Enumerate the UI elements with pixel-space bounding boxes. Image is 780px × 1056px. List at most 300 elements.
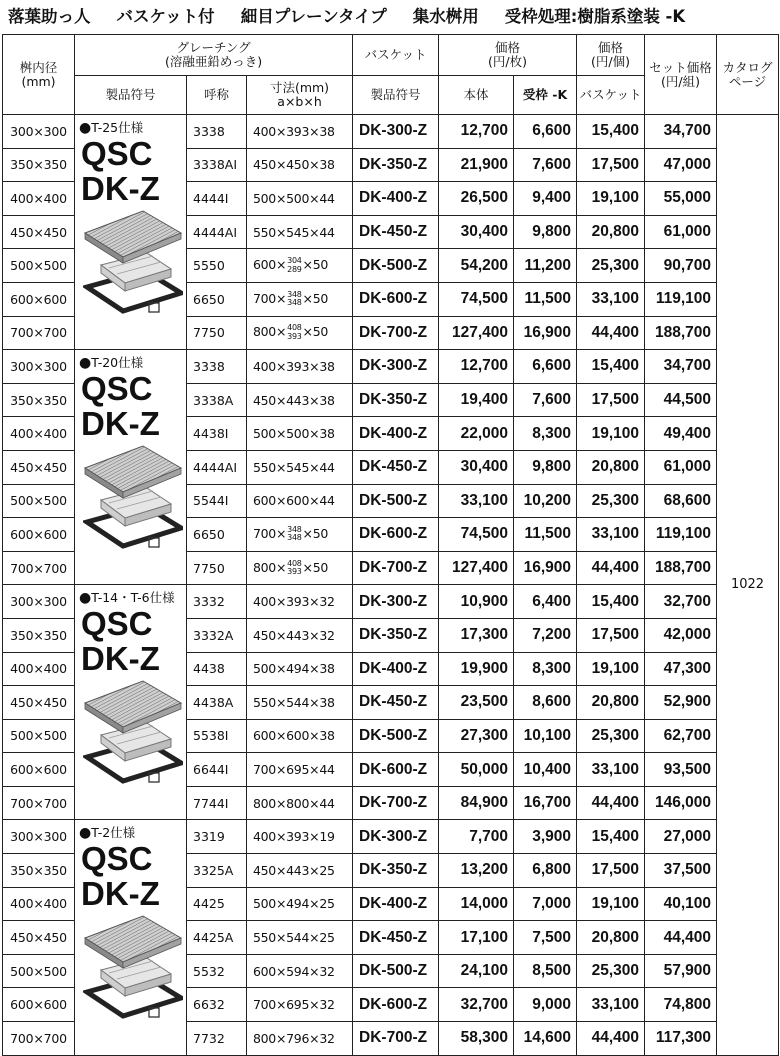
- frame-price-cell: 16,900: [514, 551, 577, 585]
- basket-price-cell: 44,400: [577, 786, 645, 820]
- dim-h: 50: [312, 525, 329, 541]
- dimension-cell: 450×450×38: [247, 148, 353, 182]
- set-price-cell: 42,000: [645, 618, 717, 652]
- basket-code-cell: DK-700-Z: [353, 316, 439, 350]
- dim-b-stacked: [287, 324, 301, 341]
- dimension-cell: 450×443×38: [247, 383, 353, 417]
- dim-a: 550: [253, 694, 276, 710]
- grating-basket-illustration: [83, 207, 183, 329]
- dimension-cell: 550×544×38: [247, 686, 353, 720]
- basket-price-cell: 15,400: [577, 115, 645, 149]
- dim-h: 38: [319, 123, 335, 139]
- basket-price-cell: 25,300: [577, 249, 645, 283]
- set-price-cell: 62,700: [645, 719, 717, 753]
- body-price-cell: 30,400: [439, 450, 514, 484]
- dim-a: 700: [253, 290, 276, 306]
- basket-price-cell: 15,400: [577, 820, 645, 854]
- dimension-cell: 600×594×32: [247, 954, 353, 988]
- basket-code-cell: DK-400-Z: [353, 417, 439, 451]
- call-name-cell: 6632: [187, 988, 247, 1022]
- inner-size-cell: 500×500: [3, 719, 75, 753]
- dim-b: 393: [286, 829, 310, 845]
- dim-a: 500: [253, 190, 276, 206]
- dim-a: 550: [253, 930, 276, 946]
- set-price-cell: 44,500: [645, 383, 717, 417]
- dim-b: 544: [286, 930, 310, 946]
- basket-code-cell: DK-400-Z: [353, 887, 439, 921]
- dim-a: 400: [253, 358, 276, 374]
- inner-size-cell: 350×350: [3, 618, 75, 652]
- call-name-cell: 6650: [187, 282, 247, 316]
- inner-size-cell: 400×400: [3, 887, 75, 921]
- dim-a: 800: [253, 324, 276, 340]
- call-name-cell: 3325A: [187, 854, 247, 888]
- basket-price-cell: 17,500: [577, 148, 645, 182]
- frame-price-cell: 16,900: [514, 316, 577, 350]
- body-price-cell: 22,000: [439, 417, 514, 451]
- inner-size-cell: 600×600: [3, 988, 75, 1022]
- call-name-cell: 3319: [187, 820, 247, 854]
- dim-b: 545: [286, 459, 310, 475]
- dim-a: 550: [253, 459, 276, 475]
- body-price-cell: 13,200: [439, 854, 514, 888]
- dim-a: 700: [253, 525, 276, 541]
- dim-b: 544: [286, 694, 310, 710]
- dim-h: 38: [319, 728, 335, 744]
- frame-price-cell: 10,100: [514, 719, 577, 753]
- dimension-cell: 450×443×25: [247, 854, 353, 888]
- set-price-cell: 117,300: [645, 1022, 717, 1056]
- dim-h: 38: [319, 694, 335, 710]
- basket-code-cell: DK-300-Z: [353, 350, 439, 384]
- dim-h: 44: [319, 459, 335, 475]
- dim-h: 50: [312, 559, 329, 575]
- dim-b: 545: [286, 224, 310, 240]
- dim-b-stacked: [287, 291, 301, 308]
- basket-price-cell: 44,400: [577, 316, 645, 350]
- inner-size-cell: 450×450: [3, 215, 75, 249]
- set-price-cell: 37,500: [645, 854, 717, 888]
- dim-b: 500: [286, 426, 310, 442]
- set-price-cell: 52,900: [645, 686, 717, 720]
- frame-price-cell: 6,600: [514, 115, 577, 149]
- basket-code-cell: DK-700-Z: [353, 786, 439, 820]
- set-price-cell: 27,000: [645, 820, 717, 854]
- call-name-cell: 4425A: [187, 921, 247, 955]
- body-price-cell: 58,300: [439, 1022, 514, 1056]
- frame-price-cell: 6,800: [514, 854, 577, 888]
- dim-b: 494: [286, 661, 310, 677]
- bullet-icon: ●: [79, 355, 92, 372]
- set-price-cell: 188,700: [645, 316, 717, 350]
- dim-a: 600: [253, 963, 276, 979]
- dimension-cell: 600× 304 289 ×50: [247, 249, 353, 283]
- basket-price-cell: 20,800: [577, 215, 645, 249]
- set-price-cell: 68,600: [645, 484, 717, 518]
- basket-price-cell: 19,100: [577, 182, 645, 216]
- body-price-cell: 84,900: [439, 786, 514, 820]
- basket-code-cell: DK-300-Z: [353, 585, 439, 619]
- body-price-cell: 19,900: [439, 652, 514, 686]
- basket-code-cell: DK-350-Z: [353, 148, 439, 182]
- inner-size-cell: 600×600: [3, 753, 75, 787]
- dim-h: 32: [319, 997, 335, 1013]
- call-name-cell: 5532: [187, 954, 247, 988]
- product-code-cell: [75, 115, 187, 350]
- table-row: [3, 820, 779, 854]
- set-price-cell: 93,500: [645, 753, 717, 787]
- frame-price-cell: 14,600: [514, 1022, 577, 1056]
- product-code-cell: [75, 585, 187, 820]
- basket-price-cell: 44,400: [577, 551, 645, 585]
- dim-h: 38: [319, 392, 335, 408]
- call-name-cell: 3332: [187, 585, 247, 619]
- product-code-cell: [75, 820, 187, 1055]
- set-price-cell: 47,300: [645, 652, 717, 686]
- call-name-cell: 4444I: [187, 182, 247, 216]
- table-row: [3, 350, 779, 384]
- header-basket-code: 製品符号: [353, 76, 439, 115]
- dim-h: 50: [312, 324, 329, 340]
- dim-a: 800: [253, 559, 276, 575]
- body-price-cell: 10,900: [439, 585, 514, 619]
- dimension-cell: 700× 348 348 ×50: [247, 518, 353, 552]
- dim-b: 600: [286, 728, 310, 744]
- call-name-cell: 3338A: [187, 383, 247, 417]
- basket-code-cell: DK-450-Z: [353, 686, 439, 720]
- inner-size-cell: 400×400: [3, 417, 75, 451]
- dim-b: 800: [286, 795, 310, 811]
- call-name-cell: 5538I: [187, 719, 247, 753]
- dim-a: 600: [253, 493, 276, 509]
- frame-price-cell: 9,400: [514, 182, 577, 216]
- set-price-cell: 90,700: [645, 249, 717, 283]
- call-name-cell: 3332A: [187, 618, 247, 652]
- frame-price-cell: 9,000: [514, 988, 577, 1022]
- call-name-cell: 5550: [187, 249, 247, 283]
- catalog-page-cell: 1022: [717, 115, 779, 1056]
- body-price-cell: 32,700: [439, 988, 514, 1022]
- dimension-cell: 550×545×44: [247, 450, 353, 484]
- dim-b: 393: [286, 123, 310, 139]
- basket-price-cell: 33,100: [577, 518, 645, 552]
- header-size: 桝内径 (mm): [3, 35, 75, 115]
- body-price-cell: 17,100: [439, 921, 514, 955]
- dimension-cell: 700×695×32: [247, 988, 353, 1022]
- brand-name: QSC: [81, 605, 153, 643]
- call-name-cell: 7744I: [187, 786, 247, 820]
- dim-b-stacked: [287, 526, 301, 543]
- call-name-cell: 4444AI: [187, 215, 247, 249]
- dim-h: 38: [319, 358, 335, 374]
- inner-size-cell: 600×600: [3, 518, 75, 552]
- basket-price-cell: 19,100: [577, 887, 645, 921]
- body-price-cell: 54,200: [439, 249, 514, 283]
- basket-code-cell: DK-450-Z: [353, 215, 439, 249]
- frame-price-cell: 11,500: [514, 518, 577, 552]
- dim-b-top: 304: [287, 256, 302, 266]
- basket-price-cell: 17,500: [577, 854, 645, 888]
- set-price-cell: 34,700: [645, 350, 717, 384]
- dim-b: 443: [286, 627, 310, 643]
- dim-h: 38: [319, 661, 335, 677]
- inner-size-cell: 700×700: [3, 316, 75, 350]
- header-product-code: 製品符号: [75, 76, 187, 115]
- set-price-cell: 146,000: [645, 786, 717, 820]
- dim-a: 600: [253, 728, 276, 744]
- set-price-cell: 44,400: [645, 921, 717, 955]
- dim-b: 443: [286, 862, 310, 878]
- basket-price-cell: 33,100: [577, 753, 645, 787]
- dimension-cell: 400×393×32: [247, 585, 353, 619]
- basket-price-cell: 17,500: [577, 383, 645, 417]
- set-price-cell: 55,000: [645, 182, 717, 216]
- basket-code-cell: DK-600-Z: [353, 518, 439, 552]
- basket-price-cell: 25,300: [577, 484, 645, 518]
- dim-a: 450: [253, 627, 276, 643]
- grating-basket-illustration: [83, 912, 183, 1034]
- call-name-cell: 7732: [187, 1022, 247, 1056]
- inner-size-cell: 450×450: [3, 450, 75, 484]
- dim-b-stacked: [287, 257, 301, 274]
- dim-b: 450: [286, 157, 310, 173]
- frame-price-cell: 8,500: [514, 954, 577, 988]
- inner-size-cell: 400×400: [3, 652, 75, 686]
- body-price-cell: 74,500: [439, 282, 514, 316]
- inner-size-cell: 500×500: [3, 954, 75, 988]
- body-price-cell: 12,700: [439, 350, 514, 384]
- call-name-cell: 3338: [187, 350, 247, 384]
- inner-size-cell: 450×450: [3, 686, 75, 720]
- title-part: 細目プレーンタイプ: [240, 7, 387, 26]
- dim-h: 25: [319, 930, 335, 946]
- dimension-cell: 700× 348 348 ×50: [247, 282, 353, 316]
- body-price-cell: 12,700: [439, 115, 514, 149]
- inner-size-cell: 350×350: [3, 854, 75, 888]
- spec-text: T-14・T-6仕様: [91, 590, 175, 606]
- header-frame: 受枠 -K: [514, 76, 577, 115]
- basket-price-cell: 15,400: [577, 350, 645, 384]
- basket-code-cell: DK-500-Z: [353, 719, 439, 753]
- frame-price-cell: 8,300: [514, 417, 577, 451]
- brand-model: DK-Z: [81, 640, 160, 678]
- basket-code-cell: DK-600-Z: [353, 282, 439, 316]
- header-catalog: カタログ ページ: [717, 35, 779, 115]
- dim-b-top: 348: [287, 524, 302, 534]
- dim-h: 44: [319, 795, 335, 811]
- basket-price-cell: 44,400: [577, 1022, 645, 1056]
- body-price-cell: 26,500: [439, 182, 514, 216]
- set-price-cell: 32,700: [645, 585, 717, 619]
- dim-h: 38: [319, 426, 335, 442]
- dim-a: 550: [253, 224, 276, 240]
- body-price-cell: 27,300: [439, 719, 514, 753]
- inner-size-cell: 700×700: [3, 551, 75, 585]
- dim-a: 450: [253, 157, 276, 173]
- basket-price-cell: 20,800: [577, 921, 645, 955]
- dim-b: 695: [286, 997, 310, 1013]
- inner-size-cell: 500×500: [3, 484, 75, 518]
- header-body: 本体: [439, 76, 514, 115]
- dim-h: 25: [319, 896, 335, 912]
- body-price-cell: 21,900: [439, 148, 514, 182]
- call-name-cell: 4438A: [187, 686, 247, 720]
- inner-size-cell: 600×600: [3, 282, 75, 316]
- dim-b-stacked: [287, 560, 301, 577]
- header-basket: バスケット: [353, 35, 439, 76]
- dimension-cell: 800× 408 393 ×50: [247, 551, 353, 585]
- set-price-cell: 49,400: [645, 417, 717, 451]
- body-price-cell: 30,400: [439, 215, 514, 249]
- dim-a: 700: [253, 762, 276, 778]
- dim-b-bottom: 289: [287, 264, 302, 274]
- dim-b: 393: [286, 594, 310, 610]
- inner-size-cell: 400×400: [3, 182, 75, 216]
- title-part: 受枠処理:樹脂系塗装 -K: [504, 7, 686, 26]
- body-price-cell: 33,100: [439, 484, 514, 518]
- basket-code-cell: DK-700-Z: [353, 551, 439, 585]
- basket-price-cell: 19,100: [577, 417, 645, 451]
- header-price-each: 価格 (円/個): [577, 35, 645, 76]
- inner-size-cell: 350×350: [3, 383, 75, 417]
- dim-b: 494: [286, 896, 310, 912]
- call-name-cell: 6644I: [187, 753, 247, 787]
- dim-b: 695: [286, 762, 310, 778]
- dim-a: 500: [253, 426, 276, 442]
- dim-b: 796: [286, 1030, 310, 1046]
- dimension-cell: 600×600×38: [247, 719, 353, 753]
- body-price-cell: 7,700: [439, 820, 514, 854]
- dim-a: 800: [253, 795, 276, 811]
- body-price-cell: 23,500: [439, 686, 514, 720]
- header-basket-price: バスケット: [577, 76, 645, 115]
- basket-price-cell: 25,300: [577, 954, 645, 988]
- dim-b: 443: [286, 392, 310, 408]
- basket-code-cell: DK-600-Z: [353, 988, 439, 1022]
- dim-a: 800: [253, 1030, 276, 1046]
- dim-a: 600: [253, 257, 276, 273]
- dim-b: 500: [286, 190, 310, 206]
- basket-code-cell: DK-500-Z: [353, 249, 439, 283]
- dim-h: 32: [319, 627, 335, 643]
- set-price-cell: 57,900: [645, 954, 717, 988]
- body-price-cell: 24,100: [439, 954, 514, 988]
- dim-b-top: 408: [287, 558, 302, 568]
- dim-a: 450: [253, 862, 276, 878]
- dim-a: 450: [253, 392, 276, 408]
- call-name-cell: 4444AI: [187, 450, 247, 484]
- call-name-cell: 7750: [187, 316, 247, 350]
- inner-size-cell: 700×700: [3, 1022, 75, 1056]
- frame-price-cell: 11,500: [514, 282, 577, 316]
- dimension-cell: 800× 408 393 ×50: [247, 316, 353, 350]
- dimension-cell: 700×695×44: [247, 753, 353, 787]
- dim-a: 400: [253, 829, 276, 845]
- brand-model: DK-Z: [81, 875, 160, 913]
- basket-price-cell: 19,100: [577, 652, 645, 686]
- set-price-cell: 40,100: [645, 887, 717, 921]
- set-price-cell: 74,800: [645, 988, 717, 1022]
- call-name-cell: 5544I: [187, 484, 247, 518]
- brand-name: QSC: [81, 135, 153, 172]
- dim-h: 44: [319, 224, 335, 240]
- product-code-cell: [75, 350, 187, 585]
- basket-code-cell: DK-350-Z: [353, 383, 439, 417]
- frame-price-cell: 8,600: [514, 686, 577, 720]
- bullet-icon: ●: [79, 590, 92, 607]
- dimension-cell: 500×494×38: [247, 652, 353, 686]
- inner-size-cell: 450×450: [3, 921, 75, 955]
- body-price-cell: 127,400: [439, 316, 514, 350]
- spec-label: [79, 823, 135, 841]
- basket-code-cell: DK-700-Z: [353, 1022, 439, 1056]
- inner-size-cell: 300×300: [3, 115, 75, 149]
- dimension-cell: 400×393×19: [247, 820, 353, 854]
- spec-text: T-25仕様: [91, 120, 144, 135]
- frame-price-cell: 7,000: [514, 887, 577, 921]
- dim-a: 400: [253, 594, 276, 610]
- inner-size-cell: 300×300: [3, 350, 75, 384]
- frame-price-cell: 3,900: [514, 820, 577, 854]
- dimension-cell: 500×494×25: [247, 887, 353, 921]
- set-price-cell: 188,700: [645, 551, 717, 585]
- body-price-cell: 127,400: [439, 551, 514, 585]
- dimension-cell: 600×600×44: [247, 484, 353, 518]
- dimension-cell: 400×393×38: [247, 115, 353, 149]
- dim-h: 19: [319, 829, 335, 845]
- basket-price-cell: 15,400: [577, 585, 645, 619]
- price-table: [2, 34, 779, 1056]
- table-row: [3, 585, 779, 619]
- set-price-cell: 34,700: [645, 115, 717, 149]
- set-price-cell: 119,100: [645, 518, 717, 552]
- call-name-cell: 7750: [187, 551, 247, 585]
- frame-price-cell: 7,600: [514, 148, 577, 182]
- bullet-icon: ●: [79, 120, 92, 136]
- dim-h: 25: [319, 862, 335, 878]
- dimension-cell: 500×500×38: [247, 417, 353, 451]
- frame-price-cell: 10,400: [514, 753, 577, 787]
- basket-code-cell: DK-450-Z: [353, 450, 439, 484]
- call-name-cell: 4425: [187, 887, 247, 921]
- page-title: [8, 2, 778, 32]
- spec-text: T-20仕様: [91, 355, 144, 371]
- basket-code-cell: DK-500-Z: [353, 484, 439, 518]
- dimension-cell: 500×500×44: [247, 182, 353, 216]
- basket-code-cell: DK-450-Z: [353, 921, 439, 955]
- spec-label: [79, 118, 143, 136]
- dim-h: 44: [319, 493, 335, 509]
- basket-code-cell: DK-300-Z: [353, 820, 439, 854]
- dim-h: 32: [319, 963, 335, 979]
- dim-h: 44: [319, 190, 335, 206]
- title-part: 落葉助っ人: [8, 7, 91, 26]
- title-part: 集水桝用: [412, 7, 479, 26]
- dim-b-bottom: 348: [287, 298, 302, 308]
- basket-price-cell: 33,100: [577, 988, 645, 1022]
- brand-model: DK-Z: [81, 405, 160, 443]
- basket-code-cell: DK-400-Z: [353, 652, 439, 686]
- header-grating: グレーチング (溶融亜鉛めっき): [75, 35, 353, 76]
- dim-h: 32: [319, 594, 335, 610]
- set-price-cell: 47,000: [645, 148, 717, 182]
- inner-size-cell: 300×300: [3, 820, 75, 854]
- frame-price-cell: 16,700: [514, 786, 577, 820]
- body-price-cell: 74,500: [439, 518, 514, 552]
- dim-b: 600: [286, 493, 310, 509]
- header-dimension: 寸法(mm) a×b×h: [247, 76, 353, 115]
- basket-price-cell: 25,300: [577, 719, 645, 753]
